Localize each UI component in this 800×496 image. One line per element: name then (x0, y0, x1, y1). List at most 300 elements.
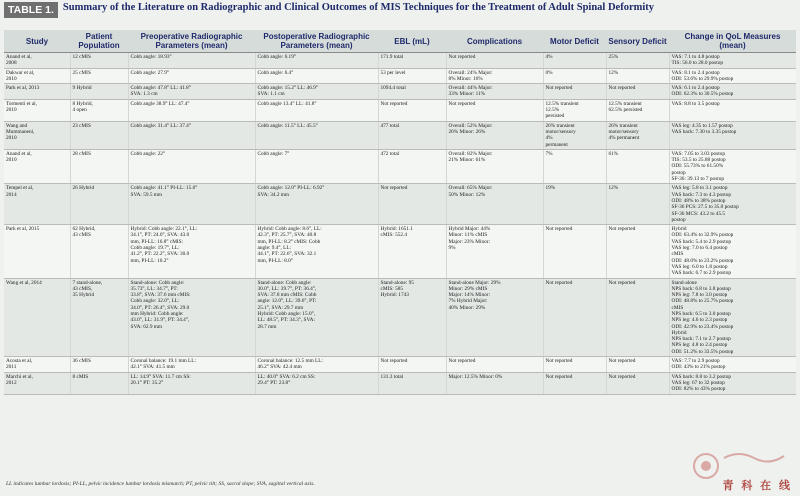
population-cell (70, 68, 128, 84)
cell-line: 8% Minor: 16% (448, 75, 483, 82)
cell-line: 21% Minor: 61% (448, 157, 486, 164)
motor-deficit-cell (543, 225, 606, 278)
preop-params-cell (128, 372, 255, 394)
cell-line: 4 open (72, 107, 87, 114)
cell-line: NPS leg: 4.6 to 2.3 postop (671, 317, 728, 324)
sensory-deficit-cell (606, 53, 669, 69)
cell-line: Marchi et al, (6, 373, 33, 380)
cell-line: 12% (608, 185, 619, 192)
ebl-cell (378, 278, 446, 357)
cell-line: Minor: 29% cMIS (448, 285, 488, 292)
preop-params-cell (128, 121, 255, 149)
cell-line: 34.1°, PT: 24.0°, SVA: 43.0 (130, 232, 190, 239)
cell-line: Major: 23% Minor: (448, 238, 490, 245)
cell-line: Not reported (448, 100, 476, 107)
cell-line: 2010 (6, 157, 17, 164)
cell-line: postop (671, 216, 686, 223)
column-header: Motor Deficit (543, 30, 606, 53)
cell-line: 50% Minor: 12% (448, 191, 486, 198)
cell-line: motor/sensory (545, 128, 576, 135)
column-header: Postoperative Radiographic Parameters (mean) (255, 30, 378, 53)
cell-line: VAS back: 7.3 to 4.3 postop (671, 191, 731, 198)
qol-change-cell (669, 84, 796, 100)
cell-line: 23 cMIS (72, 122, 91, 129)
cell-line: 12.5% transient (608, 100, 642, 107)
cell-line: ODI: 63.4% to 32.9% postop (671, 232, 734, 239)
cell-line: SVA: 62.9 mm (130, 323, 163, 330)
cell-line: VAS back: 7.30 to 3.35 postop (671, 128, 737, 135)
cell-line: Anand et al, (6, 54, 32, 60)
cell-line: 7 stand-alone, (72, 279, 103, 286)
preop-params-cell (128, 225, 255, 278)
cell-line: 41.2°, PT: 22.2°, SVA: 30.0 (130, 251, 190, 258)
cell-line: Hybrid (671, 329, 687, 336)
cell-line: 8 Hybrid, (72, 100, 93, 107)
cell-line: 19% (545, 185, 556, 192)
ebl-cell (378, 372, 446, 394)
cell-line: SVA: 59.5 mm (130, 191, 163, 198)
cell-line: mm, PI-LL: 16.8° cMIS: (130, 238, 184, 245)
sensory-deficit-cell (606, 357, 669, 373)
cell-line: cMIS (671, 251, 684, 258)
cell-line: 46.2° SVA: 42.4 mm (257, 364, 302, 371)
cell-line: Tormenti et al, (6, 100, 37, 107)
qol-change-cell (669, 99, 796, 121)
column-header: Patient Population (70, 30, 128, 53)
cell-line: 12 cMIS (72, 54, 91, 60)
cell-line: 61% (608, 150, 619, 157)
cell-line: 2011 (6, 364, 17, 371)
cell-line: 43 cMIS (72, 232, 91, 239)
cell-line: cMIS (671, 304, 684, 311)
preop-params-cell (128, 184, 255, 225)
cell-line: VAS leg: 6.0 to 1.8 postop (671, 263, 728, 270)
column-header: Study (4, 30, 70, 53)
cell-line: VAS: 7.05 to 3.03 postop (671, 150, 725, 157)
cell-line: 62 Hybrid, (72, 226, 96, 233)
cell-line: SVA: 34.2 mm (257, 191, 290, 198)
table-row (4, 99, 796, 121)
cell-line: Cobb angle: 27.9° (130, 69, 169, 76)
postop-params-cell (255, 278, 378, 357)
ebl-cell (378, 225, 446, 278)
cell-line: 53 per level (380, 69, 406, 76)
motor-deficit-cell (543, 84, 606, 100)
cell-line: VAS leg: 5.8 to 3.1 postop (671, 185, 728, 192)
cell-line: Hybrid Major: 44% (448, 226, 491, 233)
cell-line: Not reported (608, 85, 636, 92)
postop-params-cell (255, 84, 378, 100)
study-cell (4, 372, 70, 394)
complications-cell (446, 68, 543, 84)
cell-line: 472 total (380, 150, 400, 157)
study-cell (4, 121, 70, 149)
qol-change-cell (669, 184, 796, 225)
postop-params-cell (255, 53, 378, 69)
cell-line: NPS back: 6.5 to 3.0 postop (671, 310, 731, 317)
qol-change-cell (669, 278, 796, 357)
table-row (4, 68, 796, 84)
complications-cell (446, 84, 543, 100)
cell-line: mm, PI-LL: 10.2° (130, 257, 169, 264)
motor-deficit-cell (543, 121, 606, 149)
cell-line: Acosta et al, (6, 358, 33, 365)
cell-line: mm, PI-LL: 8.0° (257, 257, 293, 264)
ebl-cell (378, 99, 446, 121)
postop-params-cell (255, 121, 378, 149)
cell-line: VAS: 7.7 to 2.9 postop (671, 358, 720, 365)
sensory-deficit-cell (606, 184, 669, 225)
complications-cell (446, 278, 543, 357)
cell-line: 35 Hybrid (72, 292, 95, 299)
postop-params-cell (255, 184, 378, 225)
cell-line: ODI: 62.3% to 30.5% postop (671, 91, 734, 98)
population-cell (70, 225, 128, 278)
postop-params-cell (255, 149, 378, 183)
study-cell (4, 357, 70, 373)
cell-line: Coronal balance: 19.1 mm LL: (130, 358, 196, 365)
cell-line: Hybrid: Cobb angle: 22.1°, LL: (130, 226, 198, 233)
cell-line: VAS back: 8.8 to 3.2 postop (671, 373, 731, 380)
table-row (4, 53, 796, 69)
study-cell (4, 225, 70, 278)
cell-line: 35.73°, LL: 34.7°, PT: (130, 285, 178, 292)
cell-line: 131.3 total (380, 373, 404, 380)
qol-change-cell (669, 68, 796, 84)
table-row (4, 372, 796, 394)
cell-line: Cobb angle: 6.4° (257, 69, 294, 76)
cell-line: 12.5% (545, 107, 560, 114)
header-row (4, 30, 796, 53)
qol-change-cell (669, 53, 796, 69)
sensory-deficit-cell (606, 372, 669, 394)
cell-line: NPS back: 7.1 to 2.7 postop (671, 336, 731, 343)
column-header: Preoperative Radiographic Parameters (mean) (128, 30, 255, 53)
cell-line: VAS leg: 67 to 32 postop (671, 379, 725, 386)
cell-line: VAS: 7.1 to 4.8 postop (671, 54, 720, 60)
cell-line: Not reported (380, 358, 408, 365)
cell-line: 4% (545, 135, 553, 142)
cell-line: Overall: 24% Major: (448, 69, 493, 76)
cell-line: SF-36 PCS: 27.5 to 35.0 postop (671, 204, 739, 211)
complications-cell (446, 121, 543, 149)
cell-line: ODI: 42.9% to 23.4% postop (671, 323, 734, 330)
cell-line: LL: 14.9° SVA: 11.7 cm SS: (130, 373, 191, 380)
cell-line: postop (671, 169, 686, 176)
cell-line: Not reported (608, 358, 636, 365)
cell-line: VAS leg: 4.35 to 1.57 postop (671, 122, 733, 129)
cell-line: NPS leg: 7.8 to 3.0 postop (671, 292, 728, 299)
cell-line: ODI: 53.6% to 29.9% postop (671, 75, 734, 82)
cell-line: 42.1° SVA: 41.5 mm (130, 364, 175, 371)
table-row (4, 357, 796, 373)
qol-change-cell (669, 372, 796, 394)
cell-line: 477 total (380, 122, 400, 129)
cell-line: Not reported (380, 100, 408, 107)
postop-params-cell (255, 68, 378, 84)
cell-line: 9 Hybrid (72, 85, 92, 92)
cell-line: Not reported (545, 226, 573, 233)
cell-line: ODI: 43% to 21% postop (671, 364, 726, 371)
cell-line: mm, PI-LL: 8.2° cMIS: Cobb (257, 238, 321, 245)
ebl-cell (378, 68, 446, 84)
watermark-text: 青 科 在 线 (722, 479, 792, 492)
cell-line: 4% (545, 54, 553, 60)
postop-params-cell (255, 225, 378, 278)
ebl-cell (378, 184, 446, 225)
cell-line: 34.0°, PT: 26.4°, SVA: 29.0 (130, 304, 190, 311)
cell-line: Hybrid: 1743 (380, 292, 409, 299)
cell-line: 1094.4 total (380, 85, 406, 92)
cell-line: VAS: 6.1 to 2.4 postop (671, 85, 720, 92)
table-row (4, 184, 796, 225)
study-cell (4, 53, 70, 69)
ebl-cell (378, 53, 446, 69)
cell-line: 12% (608, 69, 619, 76)
cell-line: ODI: 48.8% to 25.7% postop (671, 298, 734, 305)
cell-line: 2012 (6, 379, 17, 386)
cell-line: Wang and (6, 122, 28, 129)
study-cell (4, 184, 70, 225)
cell-line: NPS back: 6.8 to 3.8 postop (671, 285, 731, 292)
cell-line: cMIS: 552.4 (380, 232, 407, 239)
cell-line: 4% permanent (608, 135, 640, 142)
population-cell (70, 372, 128, 394)
cell-line: Minor: 11% cMIS (448, 232, 488, 239)
table-number-label: TABLE 1. (4, 2, 58, 18)
preop-params-cell (128, 53, 255, 69)
cell-line: 42.3°, PT: 25.7°, SVA: 40.8 (257, 232, 317, 239)
postop-params-cell (255, 357, 378, 373)
cell-line: SF-36 MCS: 43.2 to 45.5 (671, 210, 726, 217)
qol-change-cell (669, 149, 796, 183)
cell-line: permanent (545, 141, 568, 148)
population-cell (70, 278, 128, 357)
cell-line: Cobb angle: 32.0°, LL: (130, 298, 180, 305)
complications-cell (446, 99, 543, 121)
population-cell (70, 53, 128, 69)
cell-line: SVA: 37.8 mm cMIS: Cobb (257, 292, 317, 299)
cell-line: 29.4° PT: 23.8° (257, 379, 291, 386)
cell-line: 33% Minor: 11% (448, 91, 486, 98)
sensory-deficit-cell (606, 68, 669, 84)
cell-line: Anand et al, (6, 150, 32, 157)
motor-deficit-cell (543, 278, 606, 357)
cell-line: Stand-alone: Cobb angle: (257, 279, 312, 286)
complications-cell (446, 53, 543, 69)
cell-line: 2010 (6, 75, 17, 82)
cell-line: Cobb angle: 22° (130, 150, 165, 157)
preop-params-cell (128, 149, 255, 183)
population-cell (70, 84, 128, 100)
cell-line: angle: 9.4°, LL: (257, 245, 292, 252)
cell-line: Major: 14% Minor: (448, 292, 490, 299)
cell-line: 2008 (6, 60, 17, 67)
column-header: Sensory Deficit (606, 30, 669, 53)
preop-params-cell (128, 357, 255, 373)
motor-deficit-cell (543, 68, 606, 84)
cell-line: 36 cMIS (72, 358, 91, 365)
motor-deficit-cell (543, 357, 606, 373)
cell-line: 43 cMIS, (72, 285, 93, 292)
cell-line: Hybrid: Cobb angle: 15.0°, (257, 310, 316, 317)
qol-change-cell (669, 357, 796, 373)
cell-line: Stand-alone Major: 29% (448, 279, 501, 286)
cell-line: Cobb angle: 19.7°, LL: (130, 245, 180, 252)
cell-line: Major: 12.5% Minor: 0% (448, 373, 503, 380)
preop-params-cell (128, 84, 255, 100)
preop-params-cell (128, 99, 255, 121)
cell-line: 2010 (6, 107, 17, 114)
cell-line: SVA: 1.3 cm (130, 91, 158, 98)
cell-line: Hybrid: 1651.1 (380, 226, 413, 233)
cell-line: Not reported (545, 85, 573, 92)
cell-line: VAS back: 6.7 to 2.9 postop (671, 270, 731, 277)
table-footnote: LL indicates lumbar lordosis; PI-LL, pelvic incidence lumbar lordosis mismatch; PT, pelvic tilt; SS, sacral slope; SVA, sagittal vertical axis. (6, 481, 315, 487)
sensory-deficit-cell (606, 278, 669, 357)
qol-change-cell (669, 121, 796, 149)
cell-line: 28 cMIS (72, 150, 91, 157)
population-cell (70, 184, 128, 225)
column-header: Change in QoL Measures (mean) (669, 30, 796, 53)
cell-line: 171.9 total (380, 54, 404, 60)
cell-line: Not reported (608, 226, 636, 233)
cell-line: LL: 48.5°, PT: 34.3°, SVA: (257, 317, 315, 324)
cell-line: Cobb angle: 47.8° LL: 41.8° (130, 85, 191, 92)
literature-summary-table (4, 30, 796, 395)
study-cell (4, 149, 70, 183)
cell-line: Tempel et al, (6, 185, 34, 192)
cell-line: 26% transient (608, 122, 638, 129)
cell-line: Not reported (448, 358, 476, 365)
cell-line: 25 cMIS (72, 69, 91, 76)
qol-change-cell (669, 225, 796, 278)
table-row (4, 225, 796, 278)
table-row (4, 149, 796, 183)
ebl-cell (378, 121, 446, 149)
table-row (4, 84, 796, 100)
cell-line: Cobb angle: 12.0° PI-LL: 6.92° (257, 185, 325, 192)
cell-line: 20.1° PT: 35.2° (130, 379, 164, 386)
cell-line: Cobb angle 13.4° LL: 41.8° (257, 100, 317, 107)
table-body (4, 53, 796, 395)
cell-line: Stand-alone: Cobb angle: (130, 279, 185, 286)
column-header: Complications (446, 30, 543, 53)
cell-line: Not reported (608, 373, 636, 380)
cell-line: Cobb angle: 6.19° (257, 54, 296, 60)
cell-line: Dakwar et al, (6, 69, 35, 76)
cell-line: Not reported (608, 279, 636, 286)
sensory-deficit-cell (606, 99, 669, 121)
study-cell (4, 278, 70, 357)
complications-cell (446, 225, 543, 278)
population-cell (70, 149, 128, 183)
cell-line: Stand-alone (671, 279, 697, 286)
cell-line: Cobb angle: 18.93° (130, 54, 172, 60)
cell-line: 43.0°, LL: 31.9°, PT: 34.4°, (130, 317, 190, 324)
cell-line: ODI: 48.0% to 23.2% postop (671, 257, 734, 264)
cell-line: Overall: 52% Major: (448, 122, 493, 129)
preop-params-cell (128, 278, 255, 357)
cell-line: Cobb angle: 7° (257, 150, 290, 157)
cell-line: Stand-alone: 95 (380, 279, 414, 286)
cell-line: 2010 (6, 135, 17, 142)
cell-line: TIS: 56.0 to 28.0 postop (671, 60, 723, 67)
cell-line: 25% (608, 54, 619, 60)
sensory-deficit-cell (606, 121, 669, 149)
cell-line: Park et al, 2015 (6, 226, 40, 233)
cell-line: 0% (545, 69, 553, 76)
cell-line: Hybrid: Cobb angle: 8.6°, LL: (257, 226, 322, 233)
cell-line: Cobb angle: 11.5° LL: 45.5° (257, 122, 318, 129)
cell-line: persisted (545, 113, 565, 120)
cell-line: Overall: 82% Major: (448, 150, 493, 157)
cell-line: VAS leg: 7.0 to 6.4 postop (671, 245, 728, 252)
cell-line: Coronal balance: 12.5 mm LL: (257, 358, 323, 365)
cell-line: Park et al, 2013 (6, 85, 40, 92)
ebl-cell (378, 357, 446, 373)
cell-line: 7% (545, 150, 553, 157)
cell-line: cMIS: 585 (380, 285, 404, 292)
cell-line: 9% (448, 245, 456, 252)
preop-params-cell (128, 68, 255, 84)
table-title (4, 2, 796, 29)
cell-line: 30.0°, LL: 39.7°, PT: 36.4°, (257, 285, 317, 292)
study-cell (4, 84, 70, 100)
cell-line: NPS leg: 4.8 to 2.4 postop (671, 342, 728, 349)
cell-line: Cobb angle: 15.2° LL: 46.9° (257, 85, 318, 92)
cell-line: Not reported (380, 185, 408, 192)
population-cell (70, 99, 128, 121)
cell-line: 8 cMIS (72, 373, 89, 380)
motor-deficit-cell (543, 372, 606, 394)
cell-line: Not reported (545, 279, 573, 286)
cell-line: Not reported (448, 54, 476, 60)
cell-line: ODI: 82% to 43% postop (671, 386, 726, 393)
study-cell (4, 99, 70, 121)
cell-line: TIS: 53.5 to 25.88 postop (671, 157, 726, 164)
cell-line: ODI: 48% to 38% postop (671, 197, 726, 204)
cell-line: Overall: 65% Major: (448, 185, 493, 192)
cell-line: 26% transient (545, 122, 575, 129)
cell-line: ODI: 51.2% to 33.5% postop (671, 348, 734, 355)
cell-line: VAS: 8.1 to 2.4 postop (671, 69, 720, 76)
cell-line: 25.1°, SVA: 29.7 mm (257, 304, 304, 311)
cell-line: VAS back: 5.4 to 2.9 postop (671, 238, 731, 245)
motor-deficit-cell (543, 53, 606, 69)
sensory-deficit-cell (606, 225, 669, 278)
motor-deficit-cell (543, 99, 606, 121)
cell-line: angle: 12.0°, LL: 39.6°, PT: (257, 298, 317, 305)
cell-line: 26% Minor: 26% (448, 128, 486, 135)
population-cell (70, 121, 128, 149)
cell-line: 12.5% transient (545, 100, 579, 107)
cell-line: SF-36: 39.13 to 7 postop (671, 176, 725, 183)
sensory-deficit-cell (606, 149, 669, 183)
cell-line: 62.5% persisted (608, 107, 643, 114)
cell-line: motor/sensory (608, 128, 639, 135)
cell-line: Not reported (545, 373, 573, 380)
cell-line: 2014 (6, 191, 17, 198)
ebl-cell (378, 84, 446, 100)
cell-line: mm Hybrid: Cobb angle: (130, 310, 184, 317)
cell-line: Overall: 44% Major: (448, 85, 493, 92)
cell-line: Cobb angle: 31.4° LL: 37.4° (130, 122, 191, 129)
cell-line: Cobb angle 38.9° LL: 47.4° (130, 100, 190, 107)
postop-params-cell (255, 99, 378, 121)
ebl-cell (378, 149, 446, 183)
cell-line: Hybrid (671, 226, 687, 233)
